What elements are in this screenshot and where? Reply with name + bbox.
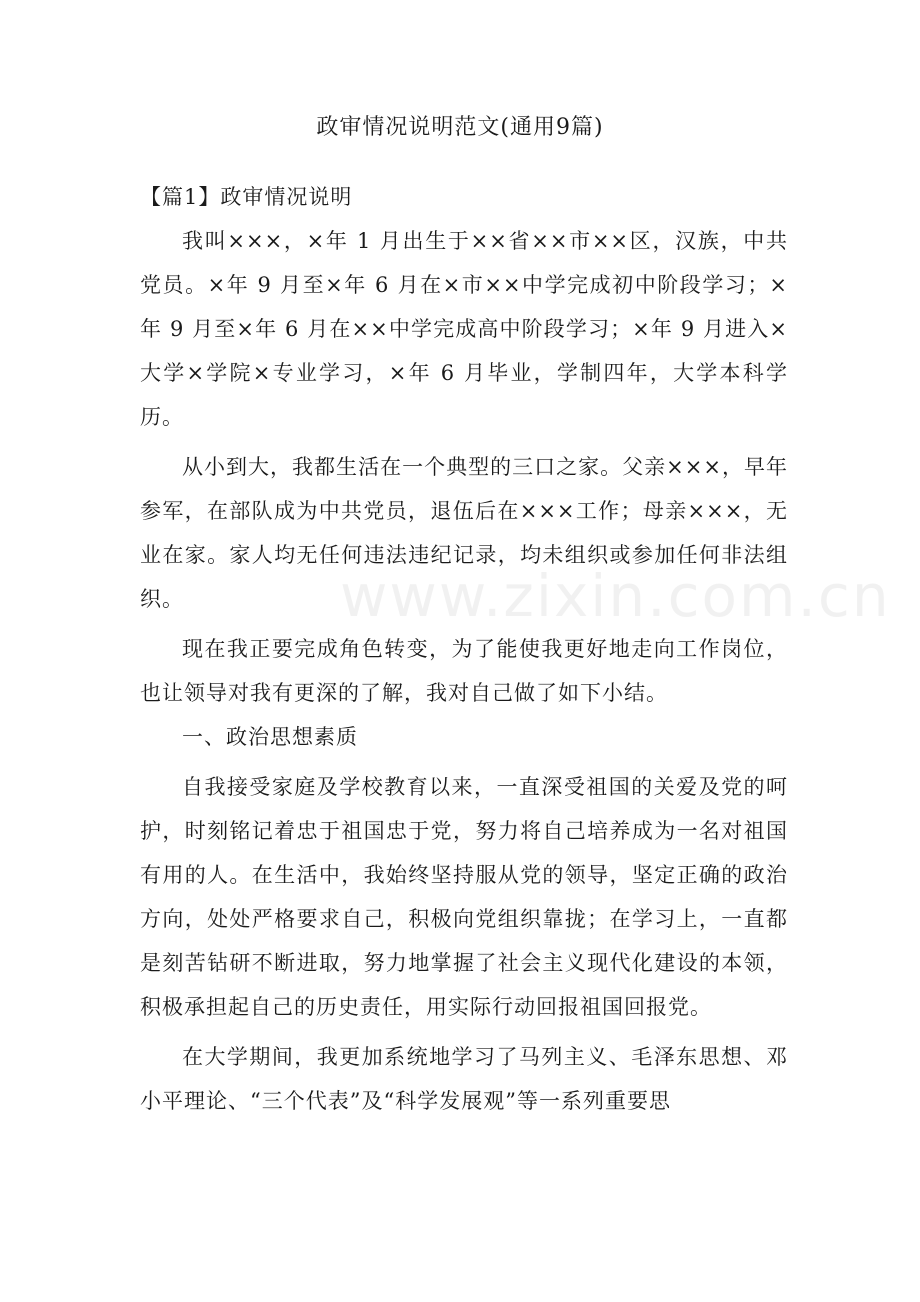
paragraph-political-quality: 自我接受家庭及学校教育以来，一直深受祖国的关爱及党的呵护，时刻铭记着忠于祖国忠于党，努力将自己培养成为一名对祖国有用的人。在生活中，我始终坚持服从党的领导，坚定正确的政治方向，处处严格要求自己，积极向党组织靠拢；在学习上，一直都是刻苦钻研不断进取，努力地掌握了社会主义现代化建设的本领，积极承担起自己的历史责任，用实际行动回报祖国回报党。 (140, 775, 788, 1019)
document-title: 政审情况说明范文(通用9篇) (316, 115, 604, 140)
paragraph-family: 从小到大，我都生活在一个典型的三口之家。父亲×××，早年参军，在部队成为中共党员，退伍后在×××工作；母亲×××，无业在家。家人均无任何违法违纪记录，均未组织或参加任何非法组织。 (140, 455, 788, 611)
paragraph-summary-intro: 现在我正要完成角色转变，为了能使我更好地走向工作岗位，也让领导对我有更深的了解，我对自己做了如下小结。 (140, 637, 788, 705)
paragraph-personal-info: 我叫×××，×年 1 月出生于××省××市××区，汉族，中共党员。×年 9 月至×年 6 月在×市××中学完成初中阶段学习；×年 9 月至×年 6 月在××中学完成高中阶段学习；×年 9 月进入×大学×学院×专业学习，×年 6 月毕业，学制四年，大学本科学历。 (140, 229, 788, 429)
paragraph-university: 在大学期间，我更加系统地学习了马列主义、毛泽东思想、邓小平理论、“三个代表”及“科学发展观”等一系列重要思 (140, 1045, 788, 1113)
section-heading: 【篇1】政审情况说明 (140, 185, 353, 209)
document-body (140, 175, 788, 1123)
subheading-political: 一、政治思想素质 (182, 725, 358, 749)
watermark: www.zixin.com.cn (340, 562, 891, 630)
